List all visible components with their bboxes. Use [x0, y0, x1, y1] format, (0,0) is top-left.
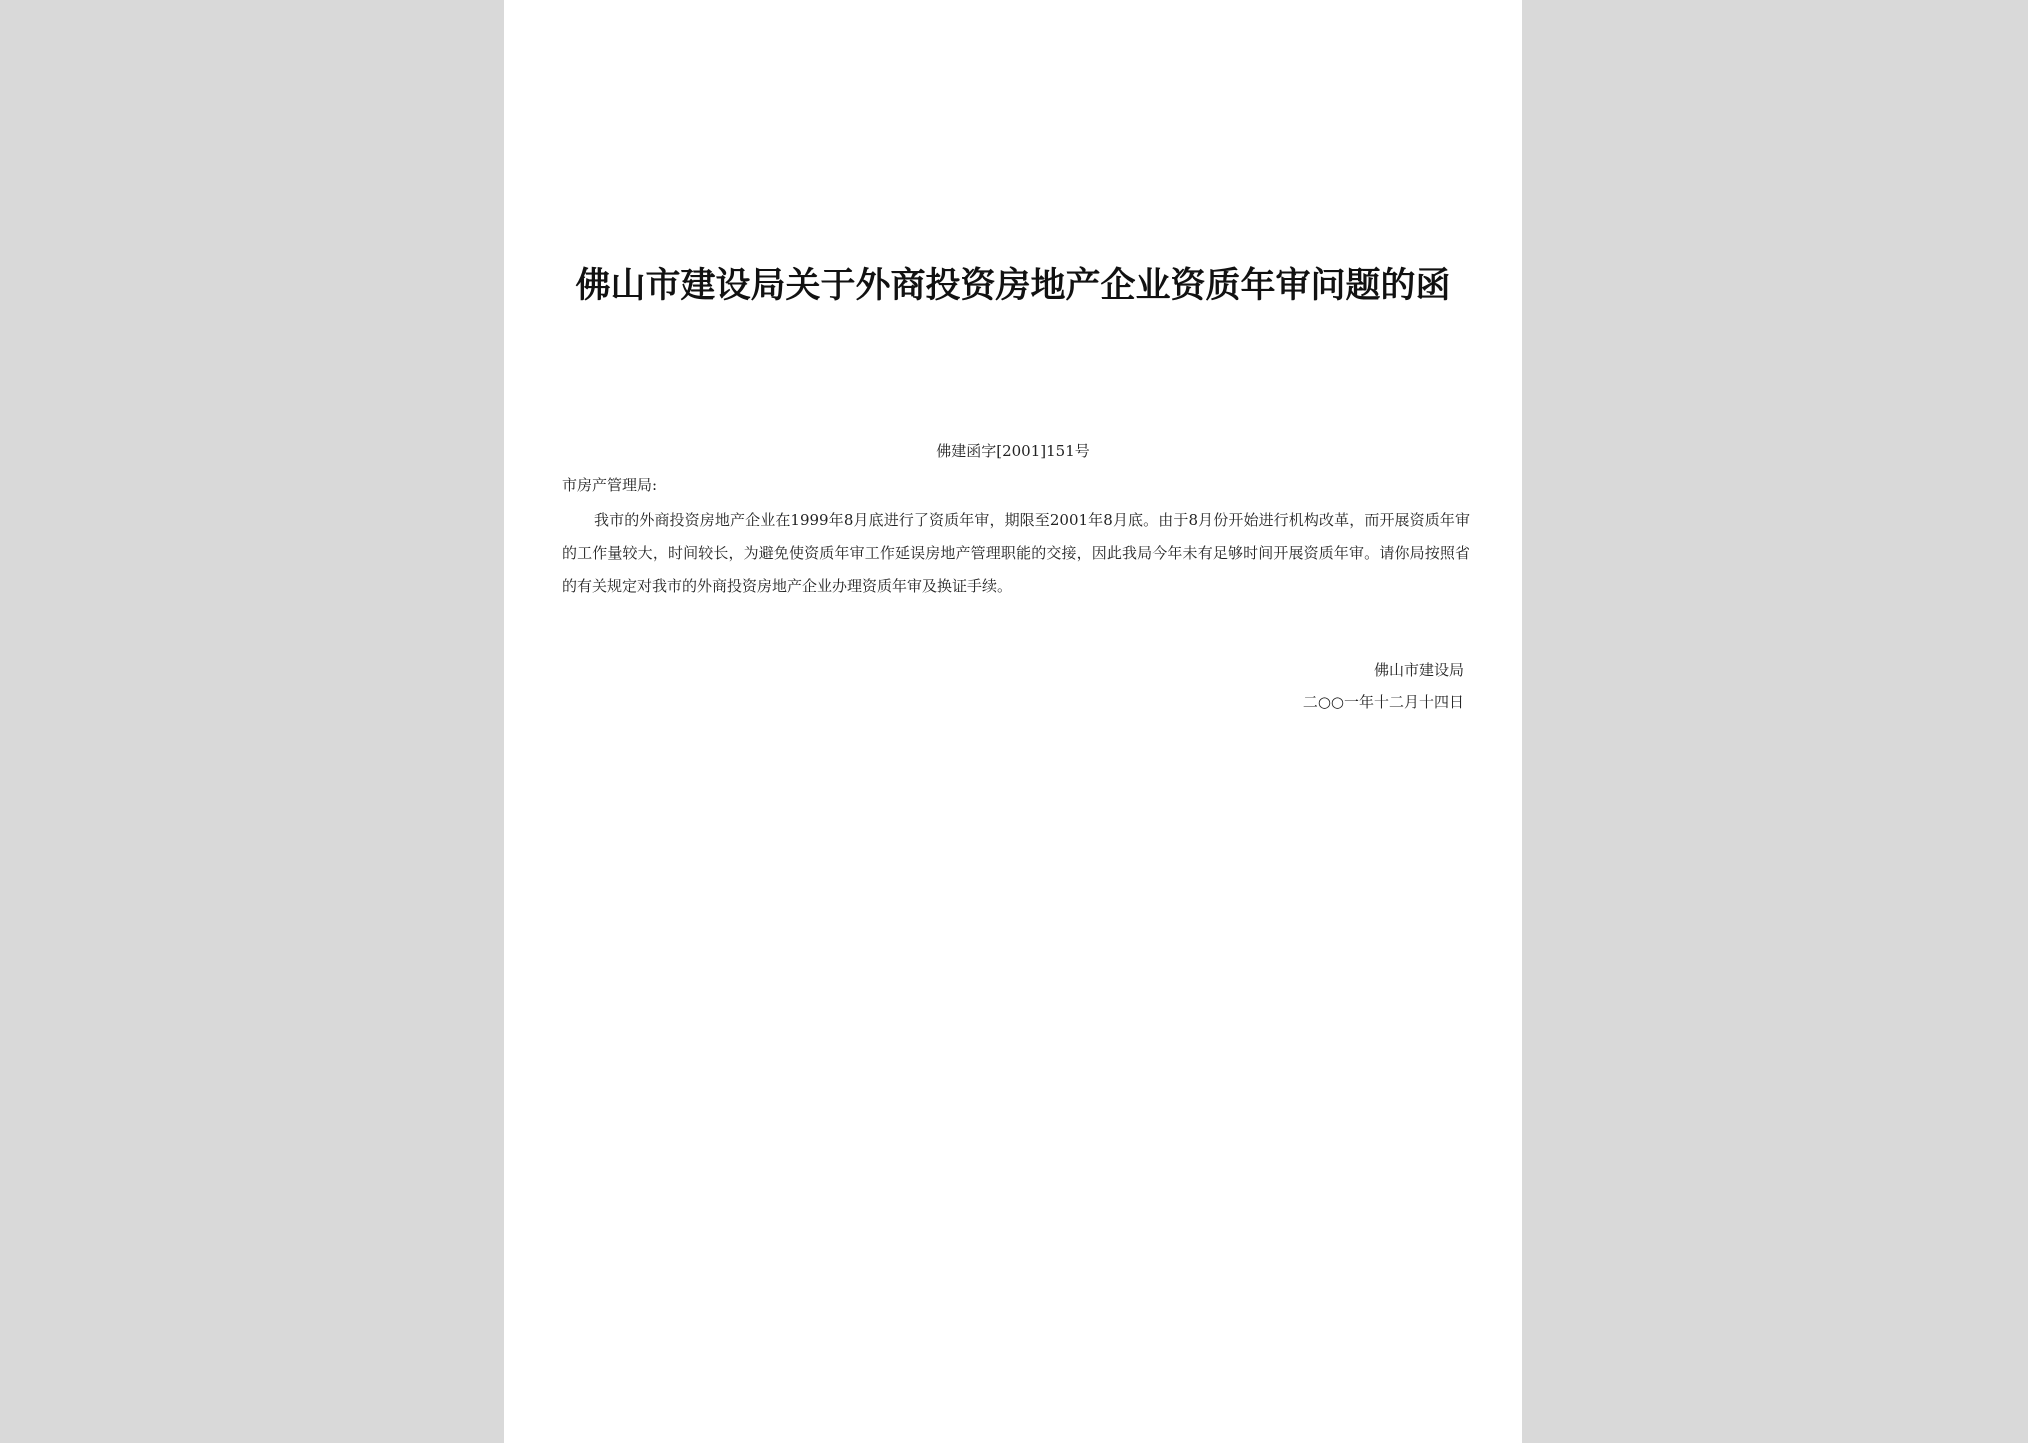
document-number: 佛建函字[2001]151号	[936, 442, 1090, 460]
issuer: 佛山市建设局	[1373, 661, 1464, 679]
signature-block	[1303, 654, 1464, 718]
issue-date: 二○○一年十二月十四日	[1302, 693, 1464, 711]
body-paragraph: 我市的外商投资房地产企业在1999年8月底进行了资质年审，期限至2001年8月底。由于8月份开始进行机构改革，而开展资质年审的工作量较大，时间较长，为避免使资质年审工作延误房地产管理职能的交接，因此我局今年未有足够时间开展资质年审。请你局按照省的有关规定对我市的外商投资房地产企业办理资质年审及换证手续。	[562, 511, 1470, 595]
addressee: 市房产管理局:	[562, 476, 658, 494]
document-page	[504, 0, 1522, 1443]
document-title: 佛山市建设局关于外商投资房地产企业资质年审问题的函	[575, 265, 1451, 306]
